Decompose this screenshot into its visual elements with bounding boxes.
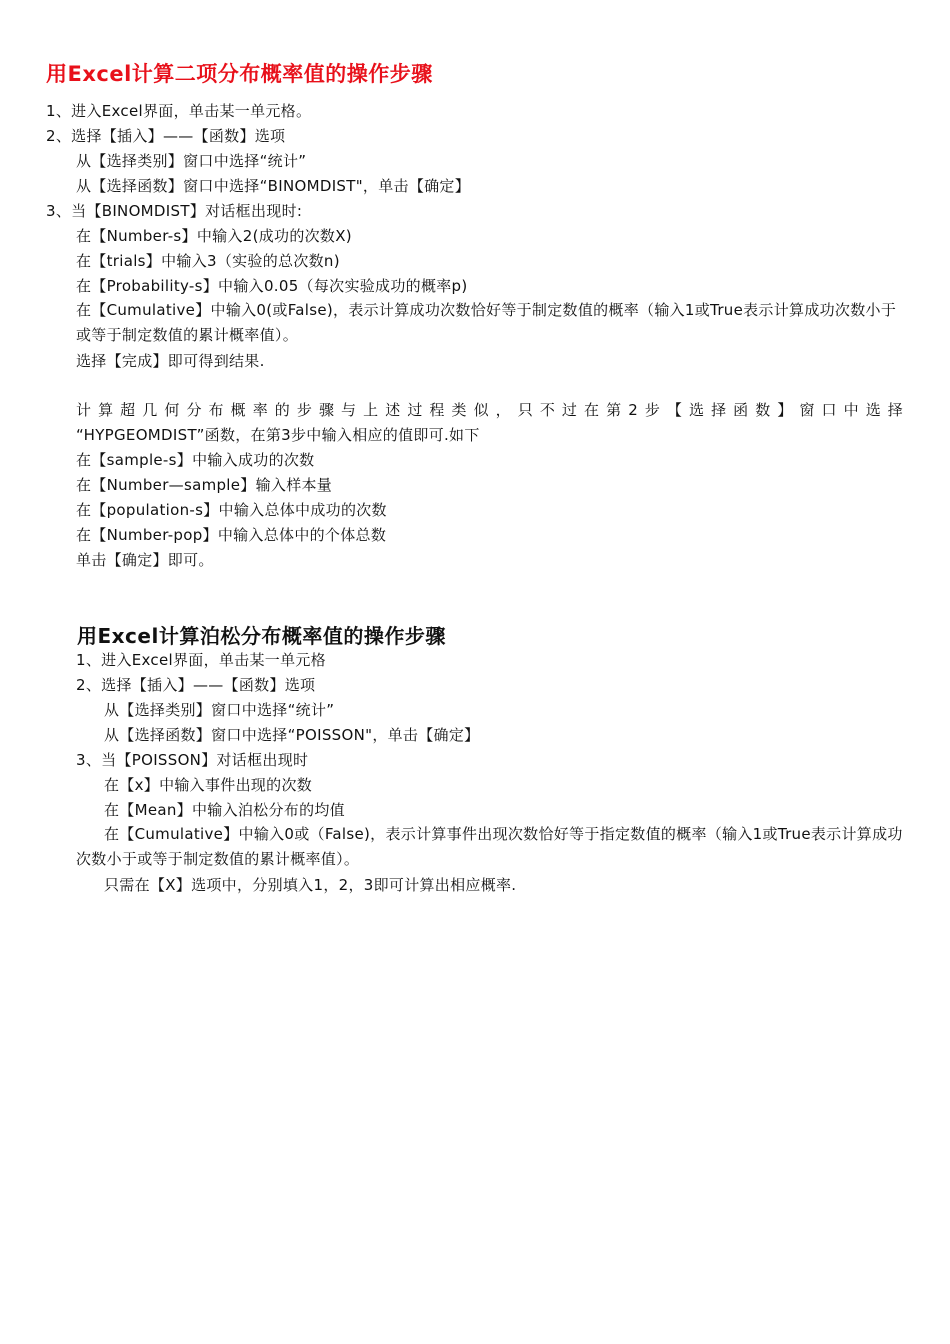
binomial-number-s: 在【Number-s】中输入2(成功的次数X) — [76, 227, 352, 245]
poisson-section-title: 用Excel计算泊松分布概率值的操作步骤 — [77, 624, 446, 648]
hypgeom-number-sample: 在【Number—sample】输入样本量 — [76, 476, 333, 494]
poisson-step-2-function: 从【选择函数】窗口中选择“POISSON"，单击【确定】 — [104, 726, 480, 744]
binomial-step-2-category: 从【选择类别】窗口中选择“统计” — [76, 152, 307, 170]
hypgeom-intro-cont: “HYPGEOMDIST”函数，在第3步中输入相应的值即可.如下 — [76, 426, 480, 444]
hypgeom-confirm: 单击【确定】即可。 — [76, 551, 214, 569]
poisson-step-1: 1、进入Excel界面，单击某一单元格 — [76, 651, 326, 669]
poisson-step-3: 3、当【POISSON】对话框出现时 — [76, 751, 309, 769]
hypgeom-population-s: 在【population-s】中输入总体中成功的次数 — [76, 501, 387, 519]
binomial-step-2-function: 从【选择函数】窗口中选择“BINOMDIST"，单击【确定】 — [76, 177, 471, 195]
poisson-step-2: 2、选择【插入】——【函数】选项 — [76, 676, 316, 694]
poisson-step-2-category: 从【选择类别】窗口中选择“统计” — [104, 701, 335, 719]
binomial-cumulative: 在【Cumulative】中输入0(或False)，表示计算成功次数恰好等于制定数值的概率（输入1或True表示计算成功次数小于或等于制定数值的累计概率值）。 — [76, 301, 897, 344]
binomial-section-title: 用Excel计算二项分布概率值的操作步骤 — [46, 62, 433, 86]
hypgeom-intro: 计算超几何分布概率的步骤与上述过程类似，只不过在第2步【选择函数】窗口中选择 — [76, 401, 904, 419]
binomial-step-2: 2、选择【插入】——【函数】选项 — [46, 127, 286, 145]
poisson-mean: 在【Mean】中输入泊松分布的均值 — [104, 801, 345, 819]
poisson-x: 在【x】中输入事件出现的次数 — [104, 776, 313, 794]
hypgeom-sample-s: 在【sample-s】中输入成功的次数 — [76, 451, 315, 469]
binomial-step-3: 3、当【BINOMDIST】对话框出现时: — [46, 202, 303, 220]
poisson-cumulative: 在【Cumulative】中输入0或（False)，表示计算事件出现次数恰好等于指定数值的概率（输入1或True表示计算成功次数小于或等于制定数值的累计概率值）。 — [76, 825, 903, 868]
poisson-fill-values: 只需在【X】选项中，分别填入1，2，3即可计算出相应概率. — [104, 876, 517, 894]
binomial-finish: 选择【完成】即可得到结果. — [76, 352, 265, 370]
binomial-probability-s: 在【Probability-s】中输入0.05（每次实验成功的概率p) — [76, 277, 468, 295]
binomial-trials: 在【trials】中输入3（实验的总次数n) — [76, 252, 340, 270]
hypgeom-number-pop: 在【Number-pop】中输入总体中的个体总数 — [76, 526, 387, 544]
binomial-step-1: 1、进入Excel界面，单击某一单元格。 — [46, 102, 312, 120]
